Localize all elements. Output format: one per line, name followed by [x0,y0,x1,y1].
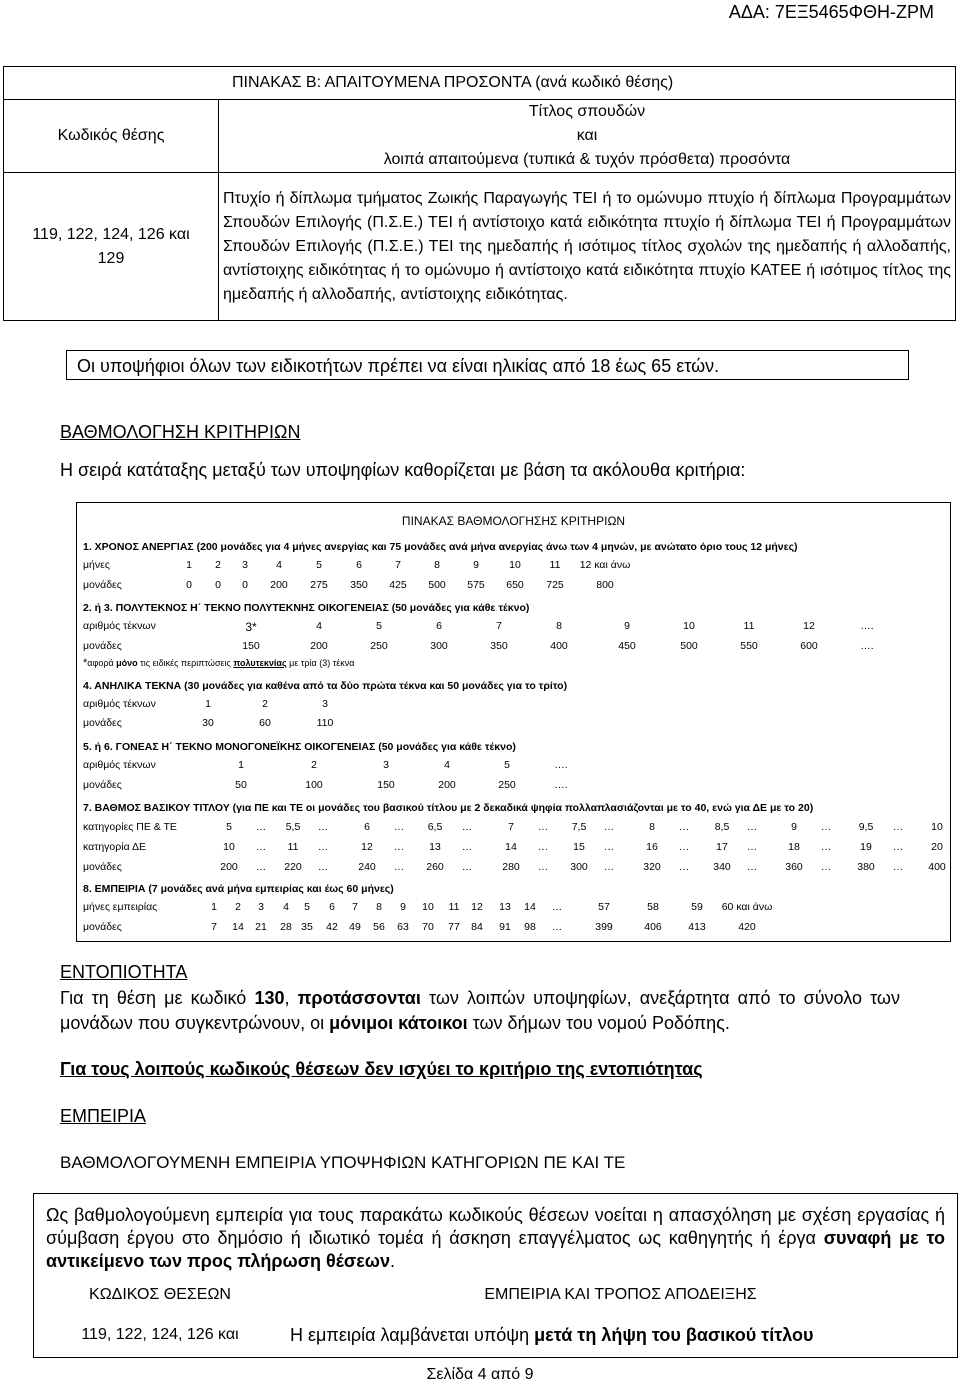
value-cell: … [537,841,549,853]
value-cell: 17 [716,841,728,853]
value-cell: 12 [361,841,373,853]
value-cell: 14 [232,921,244,933]
footnote-text: με τρία (3) τέκνα [286,658,355,668]
row-label: αριθμός τέκνων [83,698,156,710]
value-cell: 10 [223,841,235,853]
locality-note: Για τους λοιπούς κωδικούς θέσεων δεν ισχύει το κριτήριο της εντοπιότητας [60,1059,703,1079]
scoring-table [76,502,951,942]
value-cell: … [892,821,904,833]
row-label: μονάδες [83,579,122,591]
value-cell: 280 [502,861,520,873]
value-cell: 6,5 [427,821,443,833]
value-cell: 3 [383,759,389,771]
section-title: 5. ή 6. ΓΟΝΕΑΣ Η΄ ΤΕΚΝΟ ΜΟΝΟΓΟΝΕΪΚΗΣ ΟΙΚΟΓΕΝΕΙΑΣ (50 μονάδες για κάθε τέκνο) [83,741,516,753]
value-cell: 200 [220,861,238,873]
value-cell: 10 [683,620,695,632]
value-cell: 16 [646,841,658,853]
section-title: 8. ΕΜΠΕΙΡΙΑ (7 μονάδες ανά μήνα εμπειρίας και έως 60 μήνες) [83,883,394,895]
value-cell: 9,5 [858,821,874,833]
value-cell: … [317,861,329,873]
value-cell: 63 [397,921,409,933]
value-cell: 250 [370,640,388,652]
value-cell: 200 [438,779,456,791]
row-label: μονάδες [83,921,122,933]
value-cell: 14 [524,901,536,913]
value-cell: … [537,821,549,833]
value-cell: … [678,861,690,873]
criteria-intro: Η σειρά κατάταξης μεταξύ των υποψηφίων καθορίζεται με βάση τα ακόλουθα κριτήρια: [60,460,746,480]
value-cell: 0 [242,579,248,591]
row-label: μονάδες [83,861,122,873]
experience-subheading: ΒΑΘΜΟΛΟΓΟΥΜΕΝΗ ΕΜΠΕΙΡΙΑ ΥΠΟΨΗΦΙΩΝ ΚΑΤΗΓΟΡΙΩΝ ΠΕ ΚΑΙ ΤΕ [60,1153,626,1172]
value-cell: … [892,841,904,853]
value-cell: 3 [258,901,264,913]
requirements-text: Πτυχίο ή δίπλωμα τμήματος Ζωικής Παραγωγής ΤΕΙ ή το ομώνυμο πτυχίο ή δίπλωμα Προγραμμάτων Σπουδών Επιλογής (Π.Σ.Ε.) ΤΕΙ ή αντίστοιχο κατά ειδικότητα πτυχίο ή δίπλωμα ΤΕΙ ή Προγραμμάτων Σπουδών Επιλογής (Π.Σ.Ε.) ΤΕΙ της ημεδαπής ή ισότιμος τίτλος σχολών της ημεδαπής ή αλλοδαπής, αντίστοιχης ειδικότητας ή το ομώνυμο ή αντίστοιχο κατά ειδικότητα πτυχίο ΚΑΤΕΕ ή ισότιμος τίτλος της ημεδαπής ή αλλοδαπής, αντίστοιχης ειδικότητας. [219,173,956,321]
criteria-heading: ΒΑΘΜΟΛΟΓΗΣΗ ΚΡΙΤΗΡΙΩΝ [60,422,301,442]
value-cell: 3 [322,698,328,710]
value-cell: … [678,841,690,853]
value-cell: … [317,841,329,853]
value-cell: 12 και άνω [579,559,631,571]
row-label: κατηγορίες ΠΕ & ΤΕ [83,821,177,833]
value-cell: 11 [448,901,460,913]
footnote-text: αφορά [87,658,117,668]
value-cell: … [678,821,690,833]
footnote [83,657,355,669]
value-cell: 200 [310,640,328,652]
value-cell: … [820,861,832,873]
value-cell: 3* [245,620,257,634]
footnote-text: πολυτεκνίας [233,658,287,668]
col-header-line2: και [576,127,598,144]
value-cell: 406 [644,921,662,933]
value-cell: 150 [377,779,395,791]
value-cell: 13 [499,901,511,913]
experience-heading: ΕΜΠΕΙΡΙΑ [60,1106,147,1126]
value-cell: 150 [242,640,260,652]
value-cell: 4 [283,901,289,913]
value-cell: 8,5 [714,821,730,833]
value-cell: … [603,861,615,873]
experience-cell [286,1316,955,1354]
value-cell: 425 [389,579,407,591]
value-cell: 58 [647,901,659,913]
value-cell: 77 [448,921,460,933]
cell-bold: μετά τη λήψη του βασικού τίτλου [534,1324,814,1345]
value-cell: 18 [788,841,800,853]
value-cell: 420 [738,921,756,933]
value-cell: 300 [570,861,588,873]
para-text: των λοιπών υποψηφίων, ανεξάρτητα από το σύνολο των μονάδων που συγκεντρώνουν, οι [60,988,900,1033]
value-cell: … [255,861,267,873]
value-cell: 91 [499,921,511,933]
value-cell: 200 [270,579,288,591]
footnote-star: * [83,657,88,669]
value-cell: 250 [498,779,516,791]
value-cell: 11 [549,559,561,571]
value-cell: 12 [471,901,483,913]
value-cell: 56 [373,921,385,933]
value-cell: 35 [301,921,313,933]
position-codes-line1: 119, 122, 124, 126 και [32,225,190,243]
value-cell: 500 [428,579,446,591]
locality-heading: ΕΝΤΟΠΙΟΤΗΤΑ [60,962,188,982]
value-cell: …. [554,759,568,771]
value-cell: 59 [691,901,703,913]
para-text: . [389,1251,395,1271]
value-cell: 49 [349,921,361,933]
para-text: , [284,988,298,1008]
value-cell: 9 [473,559,479,571]
value-cell: 400 [928,861,946,873]
value-cell: … [603,841,615,853]
locality-paragraph [60,986,900,1036]
col-header-experience: ΕΜΠΕΙΡΙΑ ΚΑΙ ΤΡΟΠΟΣ ΑΠΟΔΕΙΞΗΣ [484,1286,757,1303]
value-cell: … [255,841,267,853]
value-cell: 13 [429,841,441,853]
value-cell: 575 [467,579,485,591]
value-cell: 399 [595,921,613,933]
value-cell: … [746,861,758,873]
position-codes-line2: 129 [97,249,125,267]
col-header-line1: Τίτλος σπουδών [528,103,646,120]
experience-paragraph [46,1204,945,1273]
value-cell: … [461,841,473,853]
value-cell: 725 [546,579,564,591]
value-cell: 5 [504,759,510,771]
value-cell: 8 [649,821,655,833]
value-cell: 10 [931,821,943,833]
value-cell: 30 [202,717,214,729]
value-cell: 240 [358,861,376,873]
requirements-table [3,66,956,321]
value-cell: …. [554,779,568,791]
value-cell: … [255,821,267,833]
col-header-codes: ΚΩΔΙΚΟΣ ΘΕΣΕΩΝ [89,1286,231,1303]
value-cell: … [461,821,473,833]
value-cell: 5 [316,559,322,571]
value-cell: 4 [444,759,450,771]
row-label: αριθμός τέκνων [83,759,156,771]
value-cell: 275 [310,579,328,591]
section-title: 4. ΑΝΗΛΙΚΑ ΤΕΚΝΑ (30 μονάδες για καθένα από τα δύο πρώτα τέκνα και 50 μονάδες για το τρίτο) [83,680,568,692]
footnote-text: μόνο [116,658,138,668]
value-cell: 500 [680,640,698,652]
value-cell: 2 [262,698,268,710]
value-cell: 7 [395,559,401,571]
col-header-code: Κωδικός θέσης [4,100,219,173]
para-text: Ως βαθμολογούμενη εμπειρία για τους παρακάτω κωδικούς θέσεων νοείται η απασχόληση με σχέση εργασίας ή σύμβαση έργου στο δημόσιο ή ιδιωτικό τομέα ή άσκηση επαγγέλματος ως καθηγητής ή έργα [46,1205,945,1248]
value-cell: 2 [311,759,317,771]
value-cell: 650 [506,579,524,591]
value-cell: 12 [803,620,815,632]
experience-table [34,1274,955,1354]
value-cell: 21 [255,921,267,933]
value-cell: 350 [350,579,368,591]
para-text: των δήμων του νομού Ροδόπης. [467,1013,730,1033]
value-cell: 5 [304,901,310,913]
value-cell: 1 [205,698,211,710]
para-bold: 130 [254,988,285,1008]
value-cell: 450 [618,640,636,652]
value-cell: 300 [430,640,448,652]
section-title: 7. ΒΑΘΜΟΣ ΒΑΣΙΚΟΥ ΤΙΤΛΟΥ (για ΠΕ και ΤΕ οι μονάδες του βασικού τίτλου με 2 δεκαδικά ψηφία πολλαπλασιάζονται με το 40, ενώ για ΔΕ με το 20) [83,802,814,814]
value-cell: 42 [326,921,338,933]
value-cell: 7 [352,901,358,913]
para-bold: μόνιμοι κάτοικοι [329,1013,468,1033]
value-cell: 60 και άνω [721,901,773,913]
value-cell: 350 [490,640,508,652]
value-cell: … [746,821,758,833]
row-label: μονάδες [83,717,122,729]
row-label: μήνες εμπειρίας [83,901,158,913]
value-cell: 9 [624,620,630,632]
value-cell: 70 [422,921,434,933]
footnote-text: τις ειδικές περιπτώσεις [137,658,234,668]
value-cell: 260 [426,861,444,873]
value-cell: … [317,821,329,833]
value-cell: 7,5 [571,821,587,833]
para-text: Για τη θέση με κωδικό [60,988,255,1008]
value-cell: 400 [550,640,568,652]
value-cell: 8 [556,620,562,632]
value-cell: 7 [211,921,217,933]
value-cell: 360 [785,861,803,873]
value-cell: … [746,841,758,853]
age-notice: Οι υποψήφιοι όλων των ειδικοτήτων πρέπει να είναι ηλικίας από 18 έως 65 ετών. [66,350,909,380]
value-cell: 5,5 [285,821,301,833]
value-cell: …. [860,620,874,632]
value-cell: 9 [791,821,797,833]
value-cell: … [393,861,405,873]
value-cell: 6 [436,620,442,632]
value-cell: 10 [422,901,434,913]
value-cell: 110 [316,717,334,729]
value-cell: 340 [713,861,731,873]
value-cell: 11 [743,620,755,632]
section-title: 2. ή 3. ΠΟΛΥΤΕΚΝΟΣ Η΄ ΤΕΚΝΟ ΠΟΛΥΤΕΚΝΗΣ ΟΙΚΟΓΕΝΕΙΑΣ (50 μονάδες για κάθε τέκνο) [83,602,530,614]
value-cell: 320 [643,861,661,873]
value-cell: 9 [400,901,406,913]
table-b-title: ΠΙΝΑΚΑΣ Β: ΑΠΑΙΤΟΥΜΕΝΑ ΠΡΟΣΟΝΤΑ (ανά κωδικό θέσης) [4,67,956,100]
value-cell: 0 [186,579,192,591]
page-footer: Σελίδα 4 από 9 [426,1366,534,1383]
value-cell: 57 [598,901,610,913]
value-cell: 100 [305,779,323,791]
value-cell: 6 [364,821,370,833]
value-cell: 5 [226,821,232,833]
cell-text: Η εμπειρία λαμβάνεται υπόψη [290,1324,535,1345]
value-cell: … [551,921,563,933]
value-cell: … [820,821,832,833]
value-cell: 4 [316,620,322,632]
value-cell: 28 [280,921,292,933]
ada-code: ΑΔΑ: 7ΕΞ5465ΦΘΗ-ΖΡΜ [728,2,934,22]
value-cell: 19 [860,841,872,853]
value-cell: 1 [211,901,217,913]
value-cell: 50 [235,779,247,791]
value-cell: 550 [740,640,758,652]
value-cell: … [537,861,549,873]
value-cell: 11 [287,841,299,853]
value-cell: 6 [356,559,362,571]
value-cell: 1 [186,559,192,571]
codes-cell: 119, 122, 124, 126 και [81,1326,239,1343]
col-header-title [219,100,956,173]
row-label: αριθμός τέκνων [83,620,156,632]
value-cell: 7 [508,821,514,833]
value-cell: 220 [284,861,302,873]
value-cell: 0 [215,579,221,591]
position-codes-cell [4,173,219,321]
value-cell: 8 [376,901,382,913]
value-cell: 10 [509,559,521,571]
value-cell: 380 [857,861,875,873]
value-cell: 5 [376,620,382,632]
section-title: 1. ΧΡΟΝΟΣ ΑΝΕΡΓΙΑΣ (200 μονάδες για 4 μήνες ανεργίας και 75 μονάδες ανά μήνα ανεργίας άνω των 4 μηνών, με ανώτατο όριο τους 12 μήνες) [83,541,798,553]
value-cell: … [551,901,563,913]
value-cell: 14 [505,841,517,853]
value-cell: … [393,821,405,833]
para-bold: προτάσσονται [297,988,421,1008]
value-cell: 7 [496,620,502,632]
value-cell: 6 [329,901,335,913]
value-cell: 1 [238,759,244,771]
value-cell: … [603,821,615,833]
value-cell: 8 [434,559,440,571]
value-cell: 413 [688,921,706,933]
value-cell: …. [860,640,874,652]
scoring-title: ΠΙΝΑΚΑΣ ΒΑΘΜΟΛΟΓΗΣΗΣ ΚΡΙΤΗΡΙΩΝ [401,514,626,528]
value-cell: 15 [573,841,585,853]
value-cell: 600 [800,640,818,652]
value-cell: 3 [242,559,248,571]
value-cell: 98 [524,921,536,933]
row-label: μονάδες [83,640,122,652]
value-cell: 2 [235,901,241,913]
value-cell: 20 [931,841,943,853]
value-cell: … [393,841,405,853]
value-cell: 4 [276,559,282,571]
row-label: κατηγορία ΔΕ [83,841,146,853]
experience-box [33,1193,958,1358]
value-cell: … [892,861,904,873]
value-cell: 2 [215,559,221,571]
value-cell: 800 [596,579,614,591]
para-bold: συναφή με το αντικείμενο των προς πλήρωση θέσεων [46,1228,945,1271]
value-cell: … [820,841,832,853]
value-cell: … [461,861,473,873]
value-cell: 84 [471,921,483,933]
value-cell: 60 [259,717,271,729]
col-header-line3: λοιπά απαιτούμενα (τυπικά & τυχόν πρόσθετα) προσόντα [383,151,791,168]
row-label: μονάδες [83,779,122,791]
row-label: μήνες [83,559,110,571]
